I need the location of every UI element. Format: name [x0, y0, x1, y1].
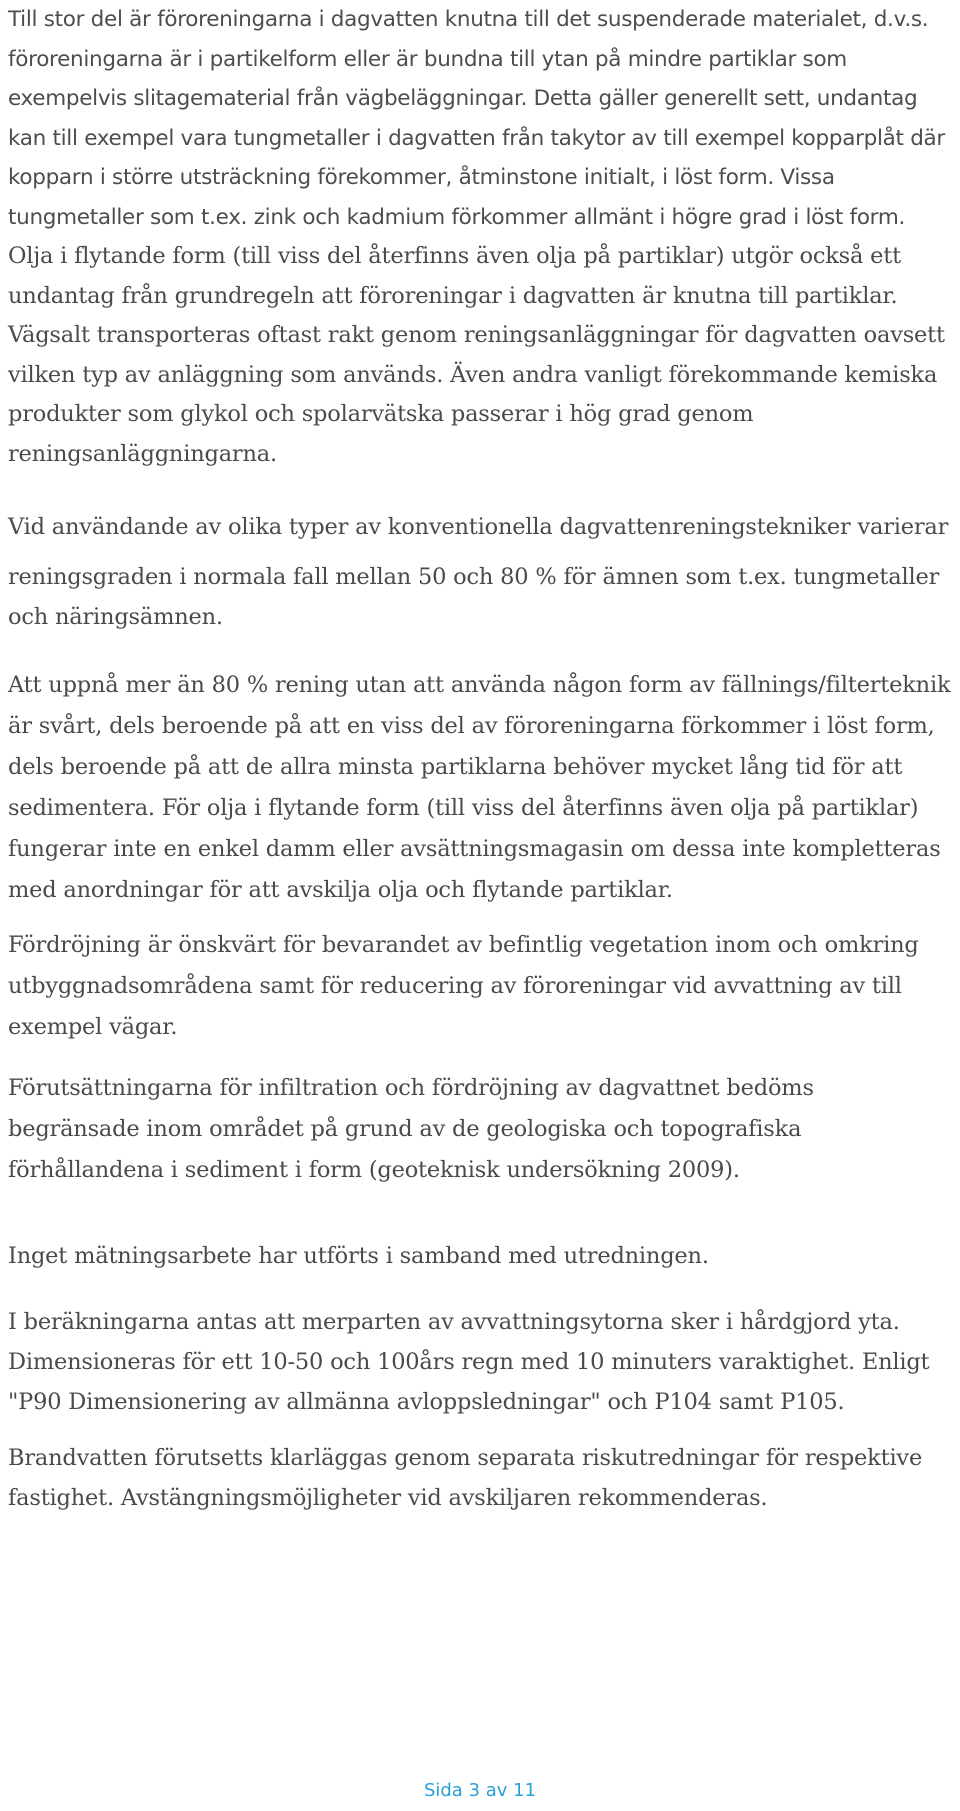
paragraph-no-measurements: Inget mätningsarbete har utförts i samband med utredningen.	[8, 1243, 709, 1269]
paragraph-infiltration-conditions: Förutsättningarna för infiltration och fördröjning av dagvattnet bedöms begränsade inom området på grund av de geologiska och topografiska förhållandena i sediment i form (geoteknisk undersökning 2009).	[8, 1075, 814, 1183]
paragraph-calculation-assumptions: I beräkningarna antas att merparten av avvattningsytorna sker i hårdgjord yta. Dimensioneras för ett 10-50 och 100års regn med 10 minuters varaktighet. Enligt "P90 Dimensionering av allmänna avloppsledningar" och P104 samt P105.	[8, 1309, 930, 1415]
paragraph-pollutants-bound-to-particles	[8, 0, 952, 474]
page-number-footer: Sida 3 av 11	[423, 1780, 537, 1801]
paragraph-sans-part: Till stor del är föroreningarna i dagvatten knutna till det suspenderade materialet, d.v.s. föroreningarna är i partikelform eller är bundna till ytan på mindre partiklar som exempelvis slitagematerial från vägbeläggningar. Detta gäller generellt sett, undantag kan till exempel vara tungmetaller i dagvatten från takytor av till exempel kopparplåt där kopparn i större utsträckning förekommer, åtminstone initialt, i löst form. Vissa tungmetaller som t.ex. zink och kadmium förkommer allmänt i högre grad i löst form.	[8, 7, 945, 230]
paragraph-fire-water: Brandvatten förutsetts klarläggas genom separata riskutredningar för respektive fastighet. Avstängningsmöjligheter vid avskiljaren rekommenderas.	[8, 1445, 923, 1511]
paragraph-detention-benefits: Fördröjning är önskvärt för bevarandet av befintlig vegetation inom och omkring utbyggnadsområdena samt för reducering av föroreningar vid avvattning av till exempel vägar.	[8, 932, 919, 1040]
paragraph-treatment-efficiency	[8, 505, 952, 637]
paragraph-serif-part: Olja i flytande form (till viss del återfinns även olja på partiklar) utgör också ett undantag från grundregeln att föroreningar i dagvatten är knutna till partiklar. Vägsalt transporteras oftast rakt genom reningsanläggningar för dagvatten oavsett vilken typ av anläggning som används. Även andra vanligt förekommande kemiska produkter som glykol och spolarvätska passerar i hög grad genom reningsanläggningarna.	[8, 243, 945, 467]
paragraph-line-rest: reningsgraden i normala fall mellan 50 och 80 % för ämnen som t.ex. tungmetaller och näringsämnen.	[8, 564, 940, 630]
paragraph-line-1: Vid användande av olika typer av konventionella dagvattenreningstekniker varierar	[8, 514, 949, 540]
paragraph-80-percent-treatment: Att uppnå mer än 80 % rening utan att använda någon form av fällnings/filterteknik är svårt, dels beroende på att en viss del av föroreningarna förkommer i löst form, dels beroende på att de allra minsta partiklarna behöver mycket lång tid för att sedimentera. För olja i flytande form (till viss del återfinns även olja på partiklar) fungerar inte en enkel damm eller avsättningsmagasin om dessa inte kompletteras med anordningar för att avskilja olja och flytande partiklar.	[8, 672, 951, 903]
